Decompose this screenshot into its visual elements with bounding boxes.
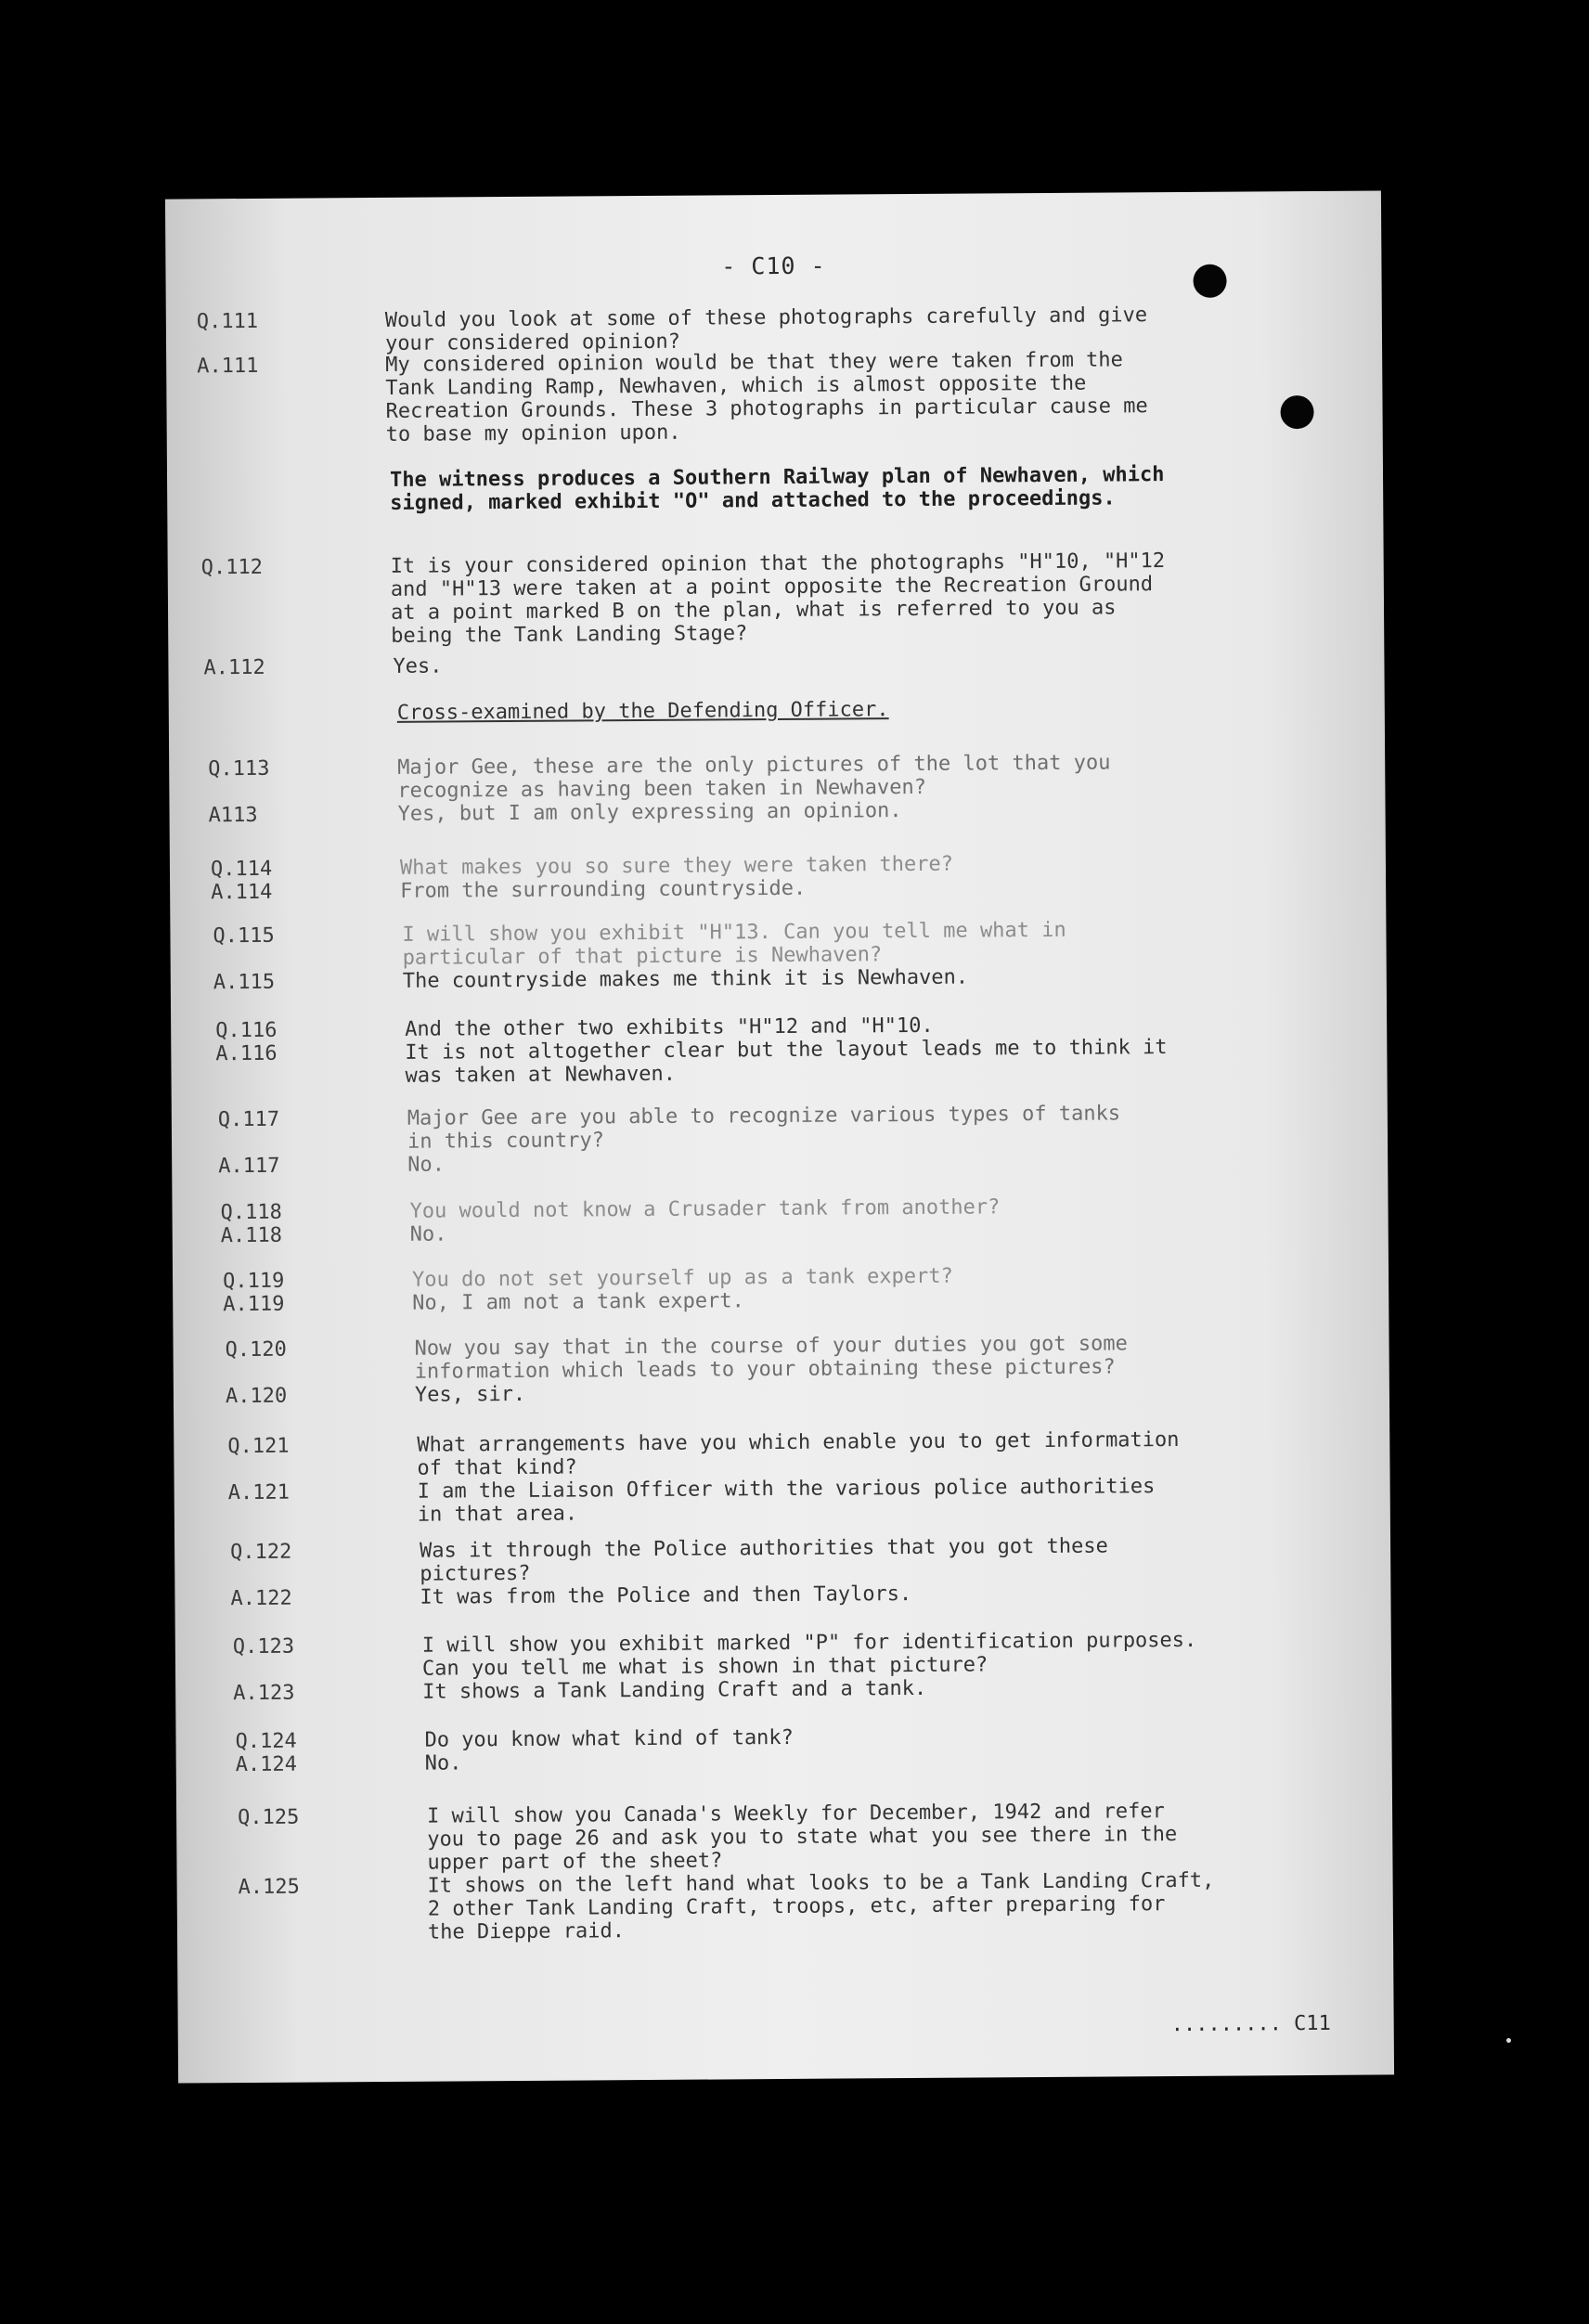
entry-label: Q.116 [215,1018,278,1043]
entry-text: It shows a Tank Landing Craft and a tank. [422,1676,927,1704]
entry-text: Major Gee are you able to recognize various types of tanks in this country? [407,1102,1121,1154]
entry-text: Would you look at some of these photographs carefully and give your considered opinion? [384,303,1148,355]
entry-label: Q.111 [196,309,259,334]
q115-entry [170,916,1386,970]
entry-text: Major Gee, these are the only pictures of the lot that you recognize as having been taken in Newhaven? [397,751,1111,803]
punch-hole-middle [1280,395,1313,429]
punch-hole-top [1193,265,1226,298]
entry-text: It shows on the left hand what looks to be a Tank Landing Craft, 2 other Tank Landing Craft, troops, etc, after preparing for the Dieppe raid. [427,1868,1215,1944]
entry-label: A.112 [203,655,265,680]
entry-label: A.123 [233,1681,295,1706]
entry-text: From the surrounding countryside. [400,876,807,903]
entry-text: No. [407,1153,446,1177]
cross-examination-heading: Cross-examined by the Defending Officer. [396,698,889,725]
entry-label: Q.113 [208,756,270,781]
entry-label: Q.120 [225,1337,287,1362]
q111-entry [166,302,1382,355]
entry-label: A.117 [218,1154,280,1179]
entry-text: Now you say that in the course of your duties you got some information which leads to your obtaining these pictures? [414,1332,1128,1384]
entry-label: Q.119 [222,1269,285,1294]
entry-text: I am the Liaison Officer with the various police authorities in that area. [417,1475,1156,1527]
q121-entry [174,1427,1389,1480]
entry-text: The countryside makes me think it is Newhaven. [402,965,969,993]
entry-label: Q.125 [238,1805,300,1830]
entry-label: A.119 [223,1292,285,1317]
entry-text: Was it through the Police authorities that you got these pictures? [420,1534,1108,1586]
entry-text: No. [424,1751,462,1775]
entry-label: A.115 [213,970,276,995]
q119-entry [173,1261,1389,1294]
q114-entry [170,849,1386,882]
entry-label: Q.121 [227,1434,290,1459]
entry-label: Q.124 [235,1729,297,1754]
q113-entry [169,749,1385,803]
entry-text: The witness produces a Southern Railway plan of Newhaven, which signed, marked exhibit "O" and attached to the proceedings. [389,463,1165,515]
entry-label: A.125 [238,1875,300,1900]
entry-label: Q.114 [210,857,273,882]
entry-text: It is not altogether clear but the layout leads me to think it was taken at Newhaven. [405,1036,1168,1088]
entry-label: Q.123 [232,1634,295,1659]
entry-text: I will show you Canada's Weekly for December, 1942 and refer you to page 26 and ask you to state what you see there in the upper part of the sheet? [427,1800,1178,1875]
entry-text: Do you know what kind of tank? [424,1725,794,1752]
entry-label: Q.115 [213,923,275,949]
q112-entry [168,548,1384,648]
q116-entry [171,1011,1387,1043]
entry-text: My considered opinion would be that they were taken from the Tank Landing Ramp, Newhaven, which is almost opposite the Recreation Grounds. These 3 photographs in particular cause me to base my opinion upon. [385,348,1148,446]
entry-text: And the other two exhibits "H"12 and "H"10. [405,1014,934,1041]
entry-text: You would not know a Crusader tank from another? [409,1195,1001,1223]
entry-text: You do not set yourself up as a tank expert? [411,1264,953,1292]
q125-entry [176,1798,1392,1875]
entry-text: Yes, but I am only expressing an opinion. [397,799,902,826]
entry-label: A.120 [225,1384,288,1409]
entry-label: A.114 [211,880,273,905]
entry-text: I will show you exhibit marked "P" for identification purposes. Can you tell me what is shown in that picture? [421,1628,1197,1681]
entry-text: Yes. [393,654,443,678]
entry-text: Yes, sir. [414,1382,526,1407]
entry-text: No. [409,1222,447,1246]
entry-label: A.121 [227,1480,290,1505]
entry-label: A.116 [215,1041,278,1066]
document-page [165,190,1394,2083]
entry-label: Q.117 [217,1107,280,1132]
q123-entry [175,1627,1391,1681]
entry-text: No, I am not a tank expert. [412,1289,744,1315]
q118-entry [172,1193,1388,1225]
entry-label: A113 [208,803,258,828]
entry-label: A.111 [197,354,259,379]
entry-label: Q.118 [220,1200,282,1225]
entry-text: What makes you so sure they were taken there? [399,852,954,880]
q117-entry [172,1100,1388,1154]
entry-label: Q.122 [230,1540,292,1565]
q120-entry [174,1330,1389,1384]
q122-entry [174,1532,1390,1586]
q124-entry [175,1722,1391,1754]
continuation-marker: ......... C11 [1170,2011,1331,2037]
entry-label: A.122 [230,1586,292,1611]
entry-text: I will show you exhibit "H"13. Can you tell me what in particular of that picture is Newhaven? [402,918,1066,970]
page-number-header: - C10 - [721,252,826,280]
entry-text: It was from the Police and then Taylors. [420,1582,912,1609]
entry-text: What arrangements have you which enable you to get information of that kind? [417,1428,1180,1480]
a112-entry [168,648,1384,680]
entry-label: Q.112 [200,555,264,580]
witness-statement [167,461,1383,515]
entry-label: A.118 [220,1223,283,1248]
entry-text: It is your considered opinion that the photographs "H"10, "H"12 and "H"13 were taken at a point opposite the Recreation Ground at a point marked B on the plan, what is referred to you as being the Tank Landing Stage? [390,549,1166,648]
scan-speck [1506,2038,1511,2043]
entry-label: A.124 [235,1752,298,1777]
